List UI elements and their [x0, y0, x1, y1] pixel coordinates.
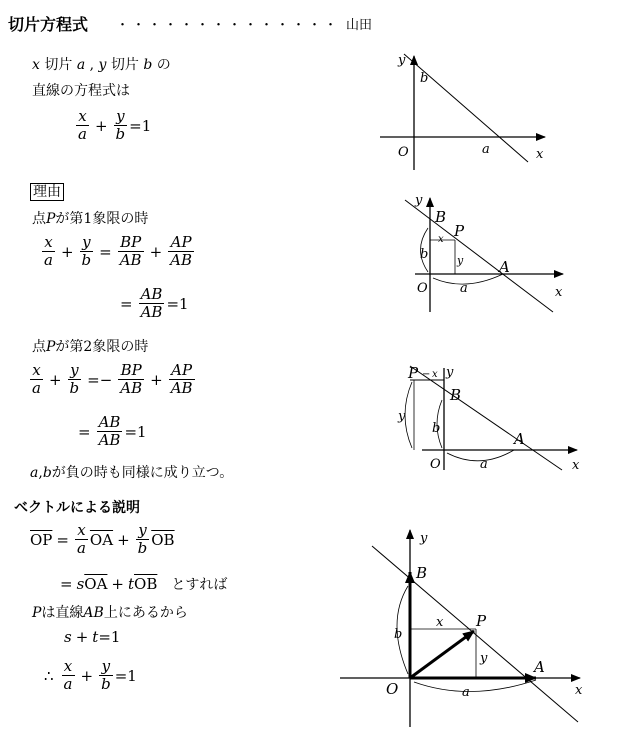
label-A: A: [514, 430, 525, 448]
intro-y: y: [98, 57, 107, 73]
label-a: a: [460, 281, 468, 296]
label-y-small: y: [457, 254, 464, 267]
label-y-small: y: [480, 651, 488, 666]
fraction: $\frac{x}{a}$: [63, 657, 73, 693]
label-P: P: [476, 612, 487, 630]
vector-equation-1: $\overline{OP}$ = $\frac{x}{a}$ $\overline{OA}$ + $\frac{y}{b}$ $\overline{OB}$: [30, 521, 175, 557]
fraction: $\frac{y}{b}$: [101, 657, 111, 693]
label-x-small: x: [436, 615, 444, 630]
case1-equation-2: = $\frac{AB}{AB}$ =1: [120, 285, 189, 321]
label-P: P: [454, 222, 465, 240]
label-a: a: [482, 142, 490, 157]
label-y: y: [415, 193, 423, 208]
fraction: $\frac{x}{a}$: [76, 521, 86, 557]
first-quadrant-diagram: [395, 192, 580, 317]
fraction: $\frac{y}{b}$: [69, 361, 80, 397]
label-B: B: [435, 208, 447, 226]
fraction: $\frac{BP}{AB}$: [119, 233, 142, 269]
vector-diagram: [340, 522, 592, 732]
fraction: $\frac{AB}{AB}$: [140, 285, 163, 321]
label-y: y: [420, 531, 428, 546]
intro-line-2: 直線の方程式は: [32, 83, 130, 99]
fraction: $\frac{y}{b}$: [137, 521, 148, 557]
label-a: a: [480, 457, 488, 472]
intro-comma: ,: [89, 57, 95, 73]
intro-b: b: [143, 57, 153, 73]
fraction: $\frac{y}{b}$: [115, 107, 126, 143]
label-x: x: [575, 683, 583, 698]
intro-x: x: [32, 57, 40, 73]
label-b: b: [420, 71, 429, 86]
vector-conclusion: ∴ $\frac{x}{a}$ + $\frac{y}{b}$ =1: [44, 657, 137, 693]
intro-a: a: [76, 57, 86, 73]
case2-equation-1: $\frac{x}{a}$ + $\frac{y}{b}$ =− $\frac{BP}{AB}$ + $\frac{AP}{AB}$: [32, 361, 193, 397]
fraction: $\frac{BP}{AB}$: [120, 361, 143, 397]
label-a: a: [462, 685, 470, 700]
label-O: O: [430, 457, 441, 472]
page-title: 切片方程式: [8, 15, 89, 34]
brace-a: [414, 680, 536, 692]
fraction: $\frac{AP}{AB}$: [170, 233, 193, 269]
label-A: A: [534, 658, 545, 676]
label-b: b: [432, 421, 441, 436]
label-y: y: [398, 53, 406, 68]
label-x-small: x: [438, 234, 444, 245]
label-B: B: [416, 564, 428, 582]
author-name: 山田: [346, 18, 373, 33]
intercept-equation: $\frac{x}{a}$ + $\frac{y}{b}$ =1: [78, 107, 152, 143]
fraction: $\frac{x}{a}$: [32, 361, 41, 397]
vector-heading: ベクトルによる説明: [14, 500, 140, 516]
label-O: O: [386, 680, 399, 698]
label-b: b: [420, 247, 429, 262]
label-x: x: [555, 285, 563, 300]
label-x-small: x: [432, 369, 438, 380]
label-O: O: [398, 145, 409, 160]
label-O: O: [417, 281, 428, 296]
intro-line-1: [32, 54, 171, 74]
intercept-line-diagram: [380, 50, 560, 175]
label-A: A: [499, 258, 510, 276]
fraction: $\frac{x}{a}$: [78, 107, 87, 143]
intro-t2: 切片: [110, 57, 139, 73]
vector-OP: [410, 631, 474, 678]
fraction: $\frac{x}{a}$: [44, 233, 53, 269]
fraction: $\frac{y}{b}$: [81, 233, 92, 269]
label-B: B: [450, 386, 462, 404]
second-quadrant-diagram: [392, 358, 587, 473]
negative-case-note: a,bが負の時も同様に成り立つ。: [30, 465, 234, 481]
label-minus: −: [422, 369, 431, 380]
label-b: b: [394, 627, 403, 642]
vector-line-3: Pは直線AB上にあるから: [32, 605, 188, 621]
label-y: y: [446, 365, 454, 380]
brace-y: [405, 382, 412, 448]
line-AB: [410, 366, 562, 470]
label-x: x: [536, 147, 544, 162]
intro-t3: の: [156, 57, 171, 73]
line-AB: [372, 546, 578, 722]
case2-label: 点Pが第2象限の時: [32, 339, 149, 355]
case1-equation-1: $\frac{x}{a}$ + $\frac{y}{b}$ = $\frac{BP}{AB}$ + $\frac{AP}{AB}$: [44, 233, 193, 269]
fraction: $\frac{AP}{AB}$: [170, 361, 193, 397]
title-leader-dots: ・・・・・・・・・・・・・・: [116, 18, 341, 33]
intro-t1: 切片: [44, 57, 73, 73]
vector-equation-4: s + t =1: [64, 628, 121, 646]
label-x: x: [572, 458, 580, 473]
label-P: P: [408, 364, 419, 382]
label-y-small: y: [398, 409, 406, 424]
reason-heading: 理由: [30, 183, 64, 201]
brace-a: [433, 274, 503, 284]
vector-equation-2: = s $\overline{OA}$ + t $\overline{OB}$ とすれば: [60, 575, 228, 593]
case2-equation-2: = $\frac{AB}{AB}$ =1: [78, 413, 147, 449]
fraction: $\frac{AB}{AB}$: [98, 413, 121, 449]
case1-label: 点Pが第1象限の時: [32, 211, 149, 227]
